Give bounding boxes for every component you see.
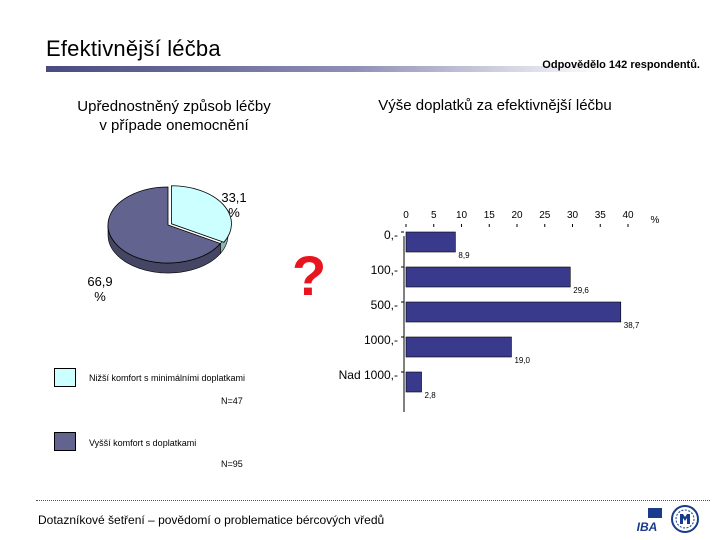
x-tick-label-0: 0 <box>403 210 409 221</box>
bar-value-label-1: 29,6 <box>573 286 589 295</box>
bar-value-label-4: 2,8 <box>424 391 436 400</box>
pie-label-low-value: 33,1 <box>221 190 247 205</box>
bar-value-label-0: 8,9 <box>458 251 470 260</box>
category-label-3: 1000,- <box>363 333 398 347</box>
x-tick-label-1: 5 <box>430 210 437 221</box>
category-label-2: 500,- <box>370 298 398 312</box>
bar-2 <box>406 302 621 322</box>
footer-divider <box>36 500 710 501</box>
x-tick-label-8: 40 <box>622 210 634 221</box>
legend-n-high-comfort: N=95 <box>221 459 243 469</box>
category-label-4: Nad 1000,- <box>338 368 398 382</box>
legend-swatch-high-comfort <box>54 432 76 451</box>
x-tick-label-4: 20 <box>511 210 523 221</box>
question-mark: ? <box>292 244 327 307</box>
university-seal-icon <box>670 503 700 535</box>
x-tick-label-5: 25 <box>539 210 551 221</box>
pie-label-low-unit: % <box>228 205 240 220</box>
bar-value-label-3: 19,0 <box>514 356 531 365</box>
bar-chart <box>330 200 670 420</box>
x-tick-label-3: 15 <box>483 210 495 221</box>
pie-chart-title <box>44 97 304 135</box>
pie-chart-title-line2: v případe onemocnění <box>99 117 249 134</box>
bar-value-label-2: 38,7 <box>623 321 640 330</box>
bar-4 <box>406 372 422 392</box>
bar-chart-title: Výše doplatků za efektivnější léčbu <box>378 97 612 114</box>
pie-label-high-value: 66,9 <box>87 274 113 289</box>
category-label-0: 0,- <box>383 228 398 242</box>
pie-label-high-comfort <box>80 274 120 304</box>
respondents-count: Odpovědělo 142 respondentů. <box>542 59 700 71</box>
iba-logo-text: IBA <box>636 520 658 534</box>
legend-label-low-comfort: Nižší komfort s minimálními doplatkami <box>89 373 246 383</box>
legend-label-high-comfort: Vyšší komfort s doplatkami <box>89 438 197 448</box>
slide-title: Efektivnější léčba <box>46 36 221 61</box>
bar-3 <box>406 337 511 357</box>
x-tick-label-6: 30 <box>566 210 579 221</box>
bar-1 <box>406 267 570 287</box>
legend-swatch-low-comfort <box>54 368 76 387</box>
category-label-1: 100,- <box>370 263 398 277</box>
x-tick-label-2: 10 <box>455 210 468 221</box>
footer-text: Dotazníkové šetření – povědomí o problematice bércových vředů <box>38 513 385 527</box>
x-axis-unit: % <box>650 215 660 226</box>
title-underline-bar <box>46 66 606 72</box>
pie-label-high-unit: % <box>94 289 106 304</box>
pie-label-low-comfort <box>214 190 254 220</box>
iba-logo <box>630 506 664 534</box>
legend-n-low-comfort: N=47 <box>221 396 243 406</box>
pie-chart-title-line1: Upřednostněný způsob léčby <box>77 98 271 115</box>
x-tick-label-7: 35 <box>594 210 606 221</box>
bar-0 <box>406 232 455 252</box>
